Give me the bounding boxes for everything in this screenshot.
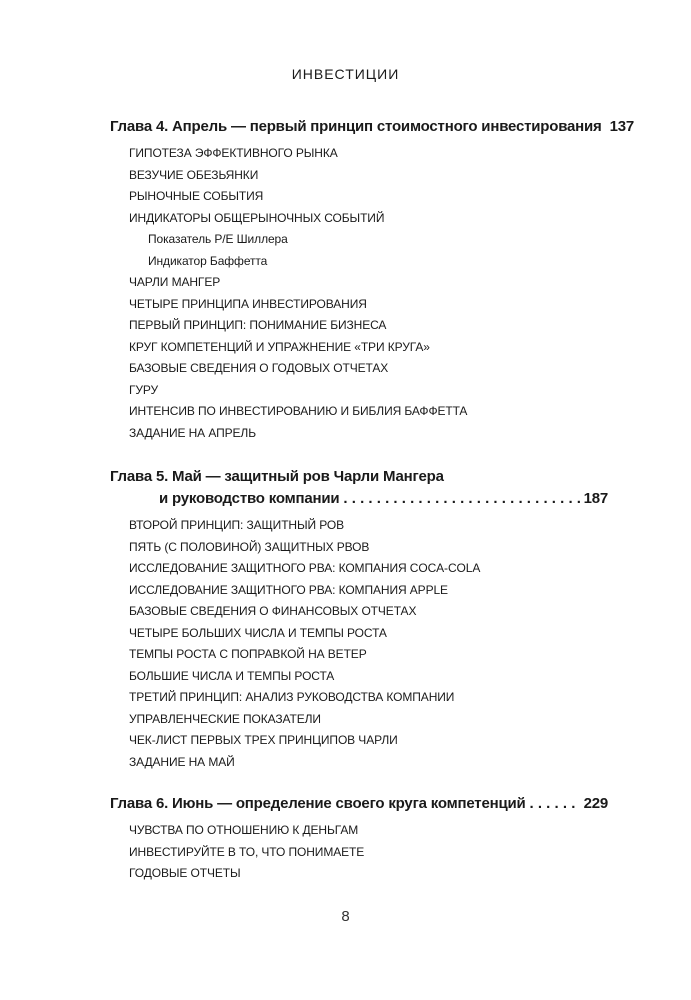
toc-section[interactable]: ЗАДАНИЕ НА МАЙ [129, 754, 235, 769]
toc-subsection[interactable]: Показатель P/E Шиллера [148, 232, 288, 246]
chapter-title: Глава 6. Июнь — определение своего круга компетенций [110, 795, 526, 812]
toc-section[interactable]: БАЗОВЫЕ СВЕДЕНИЯ О ФИНАНСОВЫХ ОТЧЕТАХ [129, 604, 417, 618]
chapter-4 [110, 116, 635, 444]
chapter-5-title-line-1[interactable]: Глава 5. Май — защитный ров Чарли Мангера [110, 468, 444, 485]
toc-section[interactable]: ТЕМПЫ РОСТА С ПОПРАВКОЙ НА ВЕТЕР [129, 647, 367, 661]
chapter-5-sections [110, 515, 608, 773]
toc-section[interactable]: УПРАВЛЕНЧЕСКИЕ ПОКАЗАТЕЛИ [129, 711, 321, 726]
toc-section[interactable]: ВТОРОЙ ПРИНЦИП: ЗАЩИТНЫЙ РОВ [129, 518, 345, 532]
toc-section[interactable]: КРУГ КОМПЕТЕНЦИЙ И УПРАЖНЕНИЕ «ТРИ КРУГА» [129, 339, 430, 354]
toc-section[interactable]: ГИПОТЕЗА ЭФФЕКТИВНОГО РЫНКА [129, 146, 338, 160]
toc-subsection[interactable]: Индикатор Баффетта [148, 253, 268, 268]
toc-section[interactable]: ЗАДАНИЕ НА АПРЕЛЬ [129, 425, 256, 440]
toc-section[interactable]: ИНДИКАТОРЫ ОБЩЕРЫНОЧНЫХ СОБЫТИЙ [129, 210, 385, 225]
running-head: ИНВЕСТИЦИИ [291, 66, 400, 82]
toc-section[interactable]: ТРЕТИЙ ПРИНЦИП: АНАЛИЗ РУКОВОДСТВА КОМПАНИИ [129, 690, 455, 704]
toc-section[interactable]: ИНТЕНСИВ ПО ИНВЕСТИРОВАНИЮ И БИБЛИЯ БАФФЕТТА [129, 404, 468, 418]
toc-section[interactable]: БОЛЬШИЕ ЧИСЛА И ТЕМПЫ РОСТА [129, 668, 335, 683]
chapter-4-sections [110, 143, 608, 444]
toc-section[interactable]: ИССЛЕДОВАНИЕ ЗАЩИТНОГО РВА: КОМПАНИЯ APPLE [129, 582, 448, 597]
chapter-6-heading[interactable] [110, 793, 608, 815]
toc-section[interactable]: ИССЛЕДОВАНИЕ ЗАЩИТНОГО РВА: КОМПАНИЯ COCA-COLA [129, 561, 481, 575]
toc-section[interactable]: ПЕРВЫЙ ПРИНЦИП: ПОНИМАНИЕ БИЗНЕСА [129, 318, 387, 332]
toc-section[interactable]: ГУРУ [129, 382, 159, 397]
toc-section[interactable]: ПЯТЬ (С ПОЛОВИНОЙ) ЗАЩИТНЫХ РВОВ [129, 539, 370, 554]
page-number: 8 [341, 908, 350, 925]
dot-leader [530, 793, 580, 815]
chapter-6 [110, 793, 608, 885]
toc-section[interactable]: ИНВЕСТИРУЙТЕ В ТО, ЧТО ПОНИМАЕТЕ [129, 844, 365, 859]
toc-section[interactable]: ЧУВСТВА ПО ОТНОШЕНИЮ К ДЕНЬГАМ [129, 823, 359, 837]
chapter-5-heading[interactable] [110, 488, 608, 510]
toc-section[interactable]: ЧАРЛИ МАНГЕР [129, 275, 221, 289]
chapter-page-number: 137 [609, 118, 635, 135]
chapter-page-number: 229 [583, 795, 608, 812]
toc-section[interactable]: ЧЕТЫРЕ БОЛЬШИХ ЧИСЛА И ТЕМПЫ РОСТА [129, 625, 387, 640]
chapter-page-number: 187 [583, 490, 608, 507]
toc-section[interactable]: ЧЕК-ЛИСТ ПЕРВЫХ ТРЕХ ПРИНЦИПОВ ЧАРЛИ [129, 733, 398, 747]
chapter-4-heading[interactable] [110, 116, 635, 138]
dot-leader [343, 488, 579, 510]
toc-section[interactable]: БАЗОВЫЕ СВЕДЕНИЯ О ГОДОВЫХ ОТЧЕТАХ [129, 361, 389, 375]
toc-section[interactable]: ЧЕТЫРЕ ПРИНЦИПА ИНВЕСТИРОВАНИЯ [129, 296, 367, 311]
chapter-5 [110, 466, 608, 773]
chapter-title: Глава 4. Апрель — первый принцип стоимостного инвестирования [110, 118, 602, 135]
toc-section[interactable]: ГОДОВЫЕ ОТЧЕТЫ [129, 866, 241, 880]
toc-section[interactable]: ВЕЗУЧИЕ ОБЕЗЬЯНКИ [129, 167, 259, 182]
chapter-6-sections [110, 820, 608, 885]
chapter-title-continuation: и руководство компании [159, 490, 340, 507]
toc-section[interactable]: РЫНОЧНЫЕ СОБЫТИЯ [129, 189, 264, 203]
